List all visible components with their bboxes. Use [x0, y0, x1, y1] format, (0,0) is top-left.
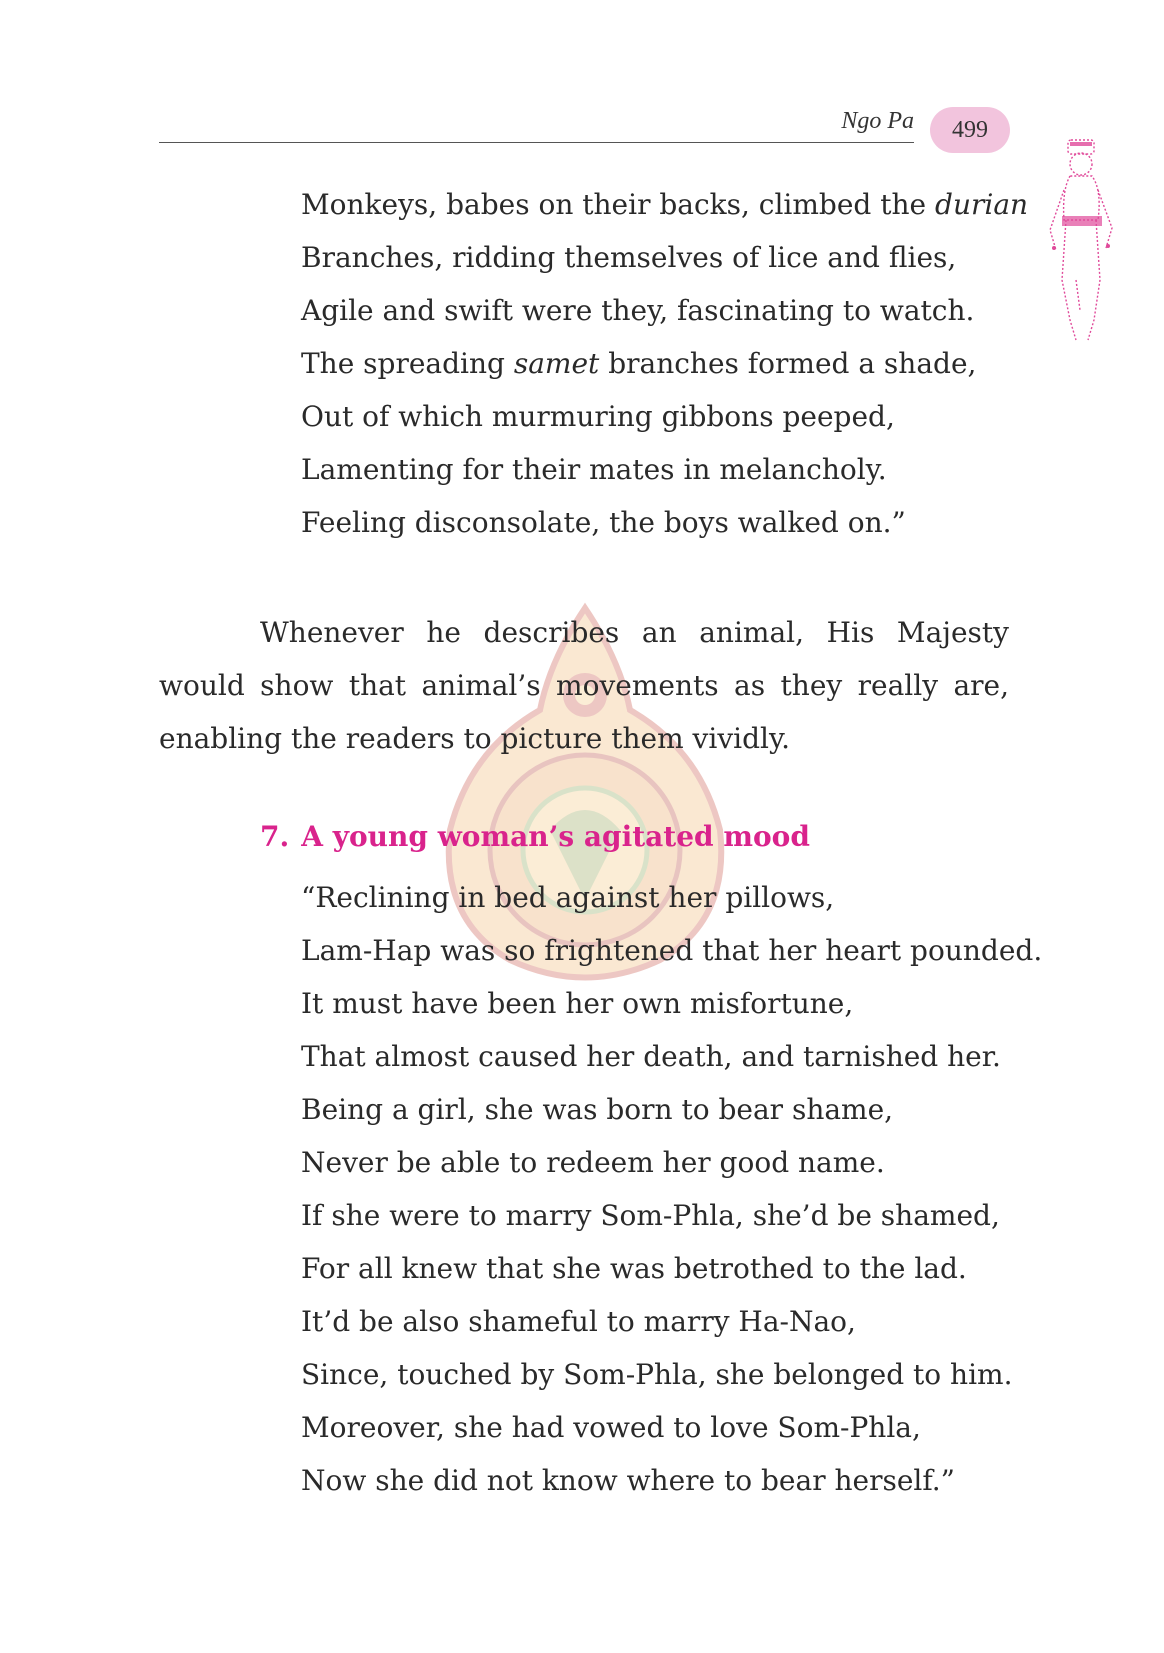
verse-line: Moreover, she had vowed to love Som-Phla, [301, 1411, 921, 1444]
page-number-badge [930, 107, 1010, 153]
verse-line: If she were to marry Som-Phla, she’d be shamed, [301, 1199, 1000, 1232]
decorative-figure-icon [1040, 130, 1125, 345]
verse-block-2 [301, 871, 1042, 1507]
verse-line: It must have been her own misfortune, [301, 987, 854, 1020]
header-rule [159, 142, 914, 143]
section-number: 7. [260, 820, 290, 853]
body-paragraph: Whenever he describes an animal, His Majesty would show that animal’s movements as they really are, enabling the readers to picture them vividly. [159, 616, 1009, 755]
verse-block-1 [301, 178, 1028, 549]
running-header-title: Ngo Pa [841, 108, 914, 134]
verse-line: That almost caused her death, and tarnished her. [301, 1040, 1001, 1073]
verse-line: Feeling disconsolate, the boys walked on.” [301, 506, 906, 539]
verse-line: Being a girl, she was born to bear shame, [301, 1093, 894, 1126]
verse-line: Now she did not know where to bear herself.” [301, 1464, 955, 1497]
section-title: A young woman’s agitated mood [301, 820, 810, 853]
verse-line: Lam-Hap was so frightened that her heart pounded. [301, 934, 1043, 967]
verse-line: Lamenting for their mates in melancholy. [301, 453, 887, 486]
verse-line: Monkeys, babes on their backs, climbed the durian [301, 188, 1029, 221]
verse-line: “Reclining in bed against her pillows, [301, 881, 835, 914]
verse-line: Agile and swift were they, fascinating to watch. [301, 294, 975, 327]
page-number: 499 [952, 116, 988, 143]
verse-line: Since, touched by Som-Phla, she belonged to him. [301, 1358, 1013, 1391]
verse-line: Out of which murmuring gibbons peeped, [301, 400, 895, 433]
section-heading [260, 820, 810, 853]
verse-line: Never be able to redeem her good name. [301, 1146, 885, 1179]
verse-line: For all knew that she was betrothed to the lad. [301, 1252, 967, 1285]
verse-line: The spreading samet branches formed a shade, [301, 347, 977, 380]
verse-line: Branches, ridding themselves of lice and flies, [301, 241, 957, 274]
verse-line: It’d be also shameful to marry Ha-Nao, [301, 1305, 856, 1338]
